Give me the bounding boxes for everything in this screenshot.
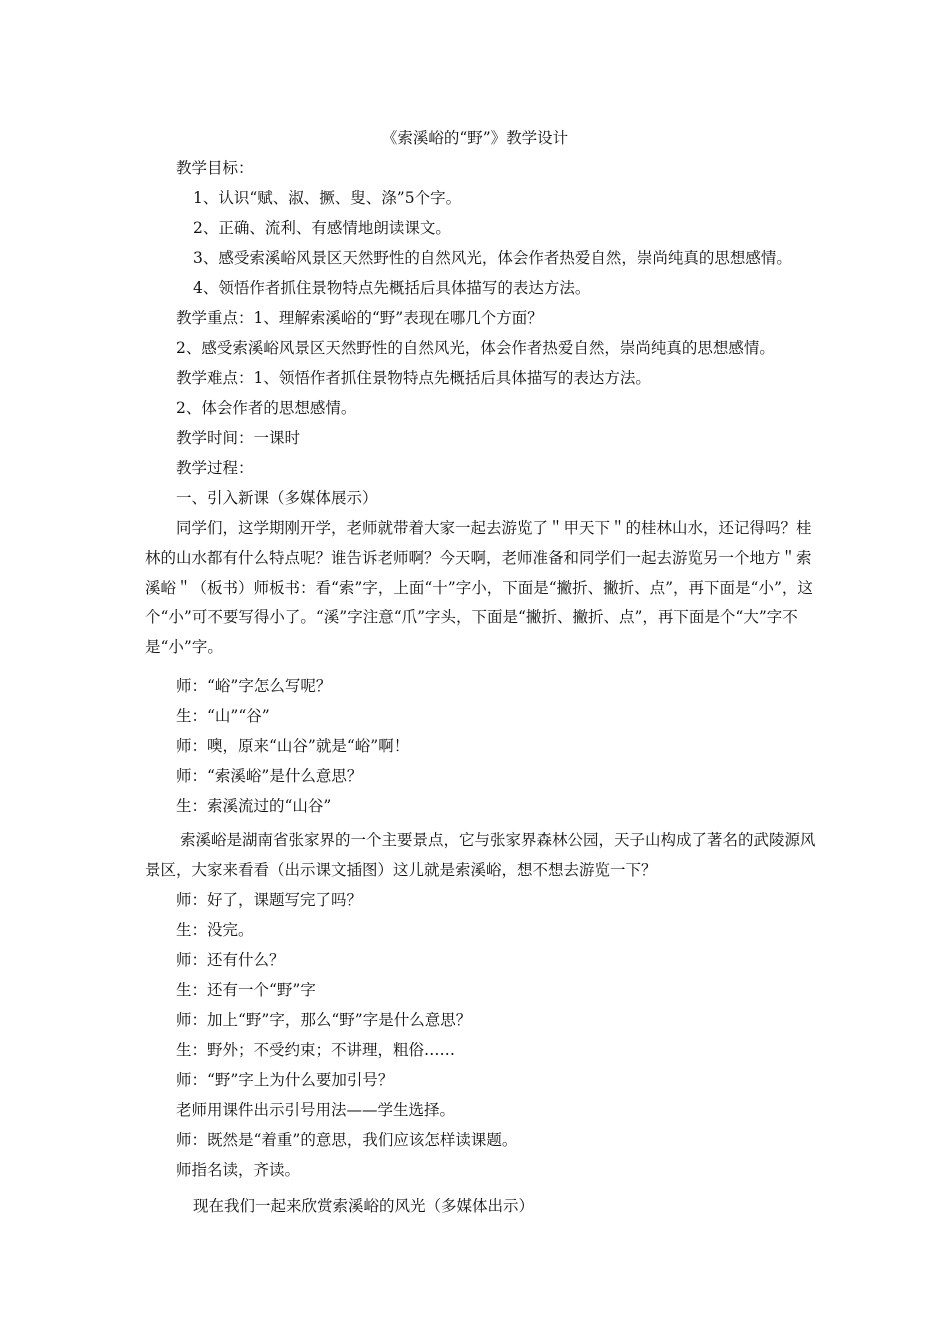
dialogue-line: 生：索溪流过的“山谷” [176,797,332,815]
goal-item: 3、感受索溪峪风景区天然野性的自然风光，体会作者热爱自然，崇尚纯真的思想感情。 [193,249,792,267]
key-points-line: 教学重点：1、理解索溪峪的“野”表现在哪几个方面？ [176,309,543,327]
difficulty-line: 教学难点：1、领悟作者抓住景物特点先概括后具体描写的表达方法。 [176,369,651,387]
key-points-line: 2、感受索溪峪风景区天然野性的自然风光，体会作者热爱自然，崇尚纯真的思想感情。 [176,339,775,357]
dialogue-line: 师：既然是“着重”的意思，我们应该怎样读课题。 [176,1131,518,1149]
goal-item: 1、认识“赋、淑、撅、叟、涤”5个字。 [193,189,462,207]
difficulty-line: 2、体会作者的思想感情。 [176,399,357,417]
dialogue-line: 师指名读，齐读。 [176,1161,301,1179]
dialogue-line: 师：加上“野”字，那么“野”字是什么意思？ [176,1011,472,1029]
goal-item: 2、正确、流利、有感情地朗读课文。 [193,219,451,237]
dialogue-line: 老师用课件出示引号用法——学生选择。 [176,1101,456,1119]
dialogue-line: 师：还有什么？ [176,951,285,969]
dialogue-line: 生：还有一个“野”字 [176,981,316,999]
dialogue-line: 生：“山”“谷” [176,707,270,725]
document-title: 《索溪峪的“野”》教学设计 [381,129,569,147]
goal-item: 4、领悟作者抓住景物特点先概括后具体描写的表达方法。 [193,279,591,297]
dialogue-line: 师：“野”字上为什么要加引号？ [176,1071,394,1089]
dialogue-line: 师：好了，课题写完了吗？ [176,891,363,909]
closing-line: 现在我们一起来欣赏索溪峪的风光（多媒体出示） [193,1197,535,1215]
teaching-time: 教学时间：一课时 [176,429,301,447]
goals-heading: 教学目标： [176,159,254,177]
dialogue-line: 生：野外；不受约束；不讲理，粗俗…… [176,1041,456,1059]
section-heading: 一、引入新课（多媒体展示） [176,489,378,507]
dialogue-line: 生：没完。 [176,921,254,939]
scenic-paragraph: 索溪峪是湖南省张家界的一个主要景点，它与张家界森林公园，天子山构成了著名的武陵源风景区，大家来看看（出示课文插图）这儿就是索溪峪，想不想去游览一下？ [145,831,816,879]
dialogue-line: 师：“索溪峪”是什么意思？ [176,767,363,785]
process-heading: 教学过程： [176,459,254,477]
intro-paragraph: 同学们，这学期刚开学，老师就带着大家一起去游览了＂甲天下＂的桂林山水，还记得吗？桂林的山水都有什么特点呢？谁告诉老师啊？今天啊，老师准备和同学们一起去游览另一个地方＂索溪峪＂（板书）师板书：看“索”字，上面“十”字小，下面是“撇折、撇折、点”，再下面是“小”，这个“小”可不要写得小了。“溪”字注意“爪”字头，下面是“撇折、撇折、点”，再下面是个“大”字不是“小”字。 [145,519,813,657]
dialogue-line: 师：“峪”字怎么写呢？ [176,677,332,695]
dialogue-line: 师：噢，原来“山谷”就是“峪”啊！ [176,737,410,755]
